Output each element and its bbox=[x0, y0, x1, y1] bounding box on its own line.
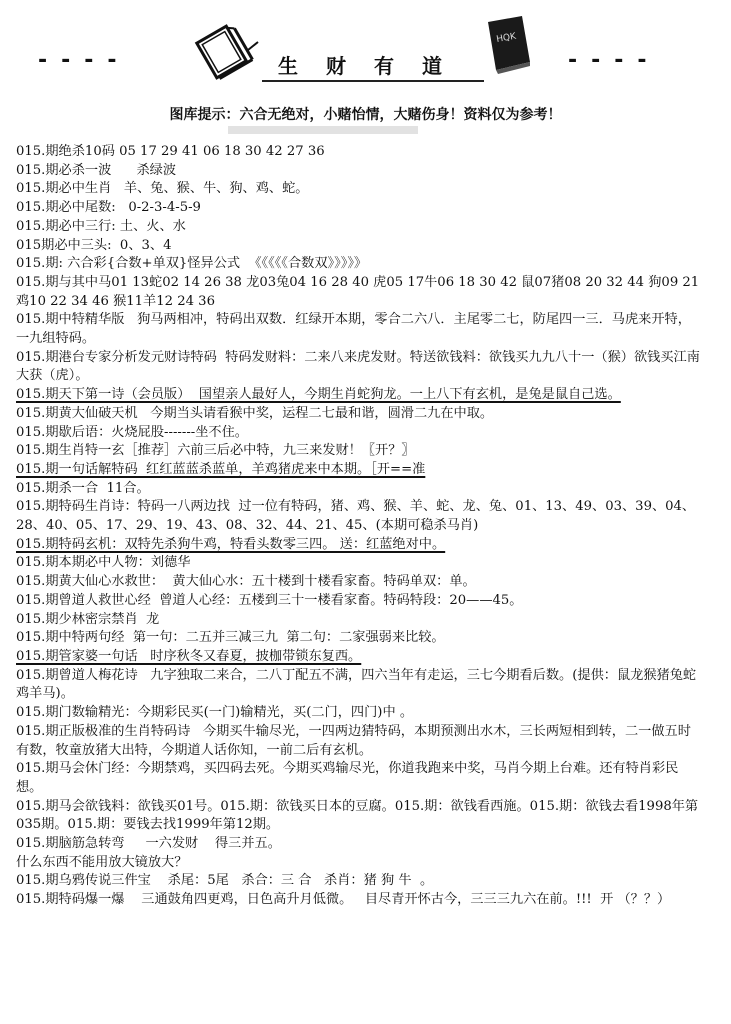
list-item: 015期必中三头: 0、3、4 bbox=[16, 237, 172, 253]
list-item: 015.期管家婆一句话 时序秋冬又春夏，披枷带锁东复西。 bbox=[16, 648, 362, 664]
prediction-list bbox=[16, 143, 700, 910]
list-item: 015.期乌鸦传说三件宝 杀尾：5尾 杀合：三 合 杀肖：猪 狗 牛 。 bbox=[16, 873, 434, 889]
book-icon bbox=[480, 14, 536, 74]
list-item: 015.期门数输精光：今期彩民买(一门)输精光，买(二门，四门)中 。 bbox=[16, 705, 414, 721]
list-item: 015.期天下第一诗（会员版） 国望亲人最好人，今期生肖蛇狗龙。一上八下有玄机，是兔是鼠自己选。 bbox=[16, 387, 621, 403]
list-item: 015.期少林密宗禁肖 龙 bbox=[16, 611, 160, 627]
list-item: 015.期马会休门经：今期禁鸡，买四码去死。今期买鸡输尽光，你道我跑来中奖，马肖今期上台难。还有特肖彩民想。 bbox=[16, 761, 679, 795]
header-banner bbox=[0, 0, 731, 100]
list-item: 015.期脑筋急转弯 一六发财 得三并五。 bbox=[16, 836, 281, 852]
list-item: 015.期中特两句经 第一句：二五并三减三九 第二句：二家强弱来比较。 bbox=[16, 630, 445, 646]
list-item: 015.期曾道人救世心经 曾道人心经：五楼到三十一楼看家畜。特码特段：20——45。 bbox=[16, 592, 523, 608]
page-title: 生财有道 bbox=[278, 54, 470, 78]
right-dashes: ---- bbox=[568, 48, 661, 73]
list-item: 015.期歇后语：火烧屁股-------坐不住。 bbox=[16, 424, 248, 440]
list-item: 015.期中特精华版 狗马两相冲，特码出双数．红绿开本期，零合二六八．主尾零二七，防尾四一三．马虎来开特，一九组特码。 bbox=[16, 312, 691, 347]
list-item: 015.期一句话解特码 红红蓝蓝杀蓝单，羊鸡猪虎来中本期。［开==准 bbox=[16, 461, 426, 477]
list-item: 015.期生肖特一玄［推荐］六前三后必中特，九三来发财！〖开？〗 bbox=[16, 443, 415, 459]
list-item: 015.期马会欲钱料：欲钱买01号。015.期：欲钱买日本的豆腐。015.期：欲钱看西施。015.期：欲钱去看1998年第035期。015.期：要钱去找1999年第12期。 bbox=[16, 798, 699, 833]
book-label: HQK bbox=[495, 31, 517, 45]
list-item: 015.期特码生肖诗：特码一八两边找 过一位有特码，猪、鸡、猴、羊、蛇、龙、兔、01、13、49、03、39、04、28、40、05、17、29、19、43、08、32、44、21、45、(本期可稳杀马肖) bbox=[16, 499, 696, 534]
list-item: 什么东西不能用放大镜放大？ bbox=[16, 854, 188, 870]
list-item: 015.期特码玄机：双特先杀狗牛鸡，特看头数零三四。 送：红蓝绝对中。 bbox=[16, 536, 446, 552]
list-item: 015.期必中三行: 土、火、水 bbox=[16, 218, 186, 234]
list-item: 015.期曾道人梅花诗 九字独取二来合，二八丁配五不满，四六当年有走运，三七今期看后数。(提供：鼠龙猴猪兔蛇鸡羊马)。 bbox=[16, 667, 697, 702]
list-item: 015.期与其中马01 13蛇02 14 26 38 龙03兔04 16 28 40 虎05 17牛06 18 30 42 鼠07猪08 20 32 44 狗09 21鸡10 22 34 46 猴11羊12 24 36 bbox=[16, 274, 700, 309]
list-item: 015.期绝杀10码 05 17 29 41 06 18 30 42 27 36 bbox=[16, 144, 325, 159]
list-item: 015.期必中生肖 羊、兔、猴、牛、狗、鸡、蛇。 bbox=[16, 181, 309, 197]
list-item: 015.期港台专家分析发元财诗特码 特码发财料：二来八来虎发财。特送欲钱料：欲钱买九九八十一（猴）欲钱买江南大获（虎）。 bbox=[16, 349, 700, 384]
list-item: 015.期杀一合 11合。 bbox=[16, 480, 150, 496]
list-item: 015.期: 六合彩{合数+单双}怪异公式 《《《《《合数双》》》》》 bbox=[16, 256, 368, 272]
list-item: 015.期特码爆一爆 三通鼓角四更鸡，日色高升月低微。 目尽青开怀古今，三三三九六在前。!!! 开 （？？） bbox=[16, 892, 671, 908]
notebook-icon bbox=[190, 20, 260, 80]
list-item: 015.期必杀一波 杀绿波 bbox=[16, 162, 177, 178]
list-item: 015.期黄大仙心水救世： 黄大仙心水：五十楼到十楼看家畜。特码单双：单。 bbox=[16, 574, 476, 590]
faded-watermark bbox=[228, 126, 418, 134]
left-dashes: ---- bbox=[38, 48, 131, 73]
list-item: 015.期必中尾数: 0-2-3-4-5-9 bbox=[16, 200, 201, 216]
title-underline bbox=[262, 80, 484, 82]
list-item: 015.期黄大仙破天机 今期当头请看猴中奖，运程二七最和谐，圆滑二九在中取。 bbox=[16, 405, 494, 421]
list-item: 015.期正版极准的生肖特码诗 今期买牛输尽光，一四两边猜特码，本期预测出水木，三长两短相到转，二一做五时有数，牧童放猪大出特，今期道人话你知，一前二后有玄机。 bbox=[16, 723, 691, 758]
notice-line: 图库提示：六合无绝对，小赌怡情，大赌伤身！资料仅为参考！ bbox=[169, 107, 562, 123]
list-item: 015.期本期必中人物：刘德华 bbox=[16, 555, 191, 571]
